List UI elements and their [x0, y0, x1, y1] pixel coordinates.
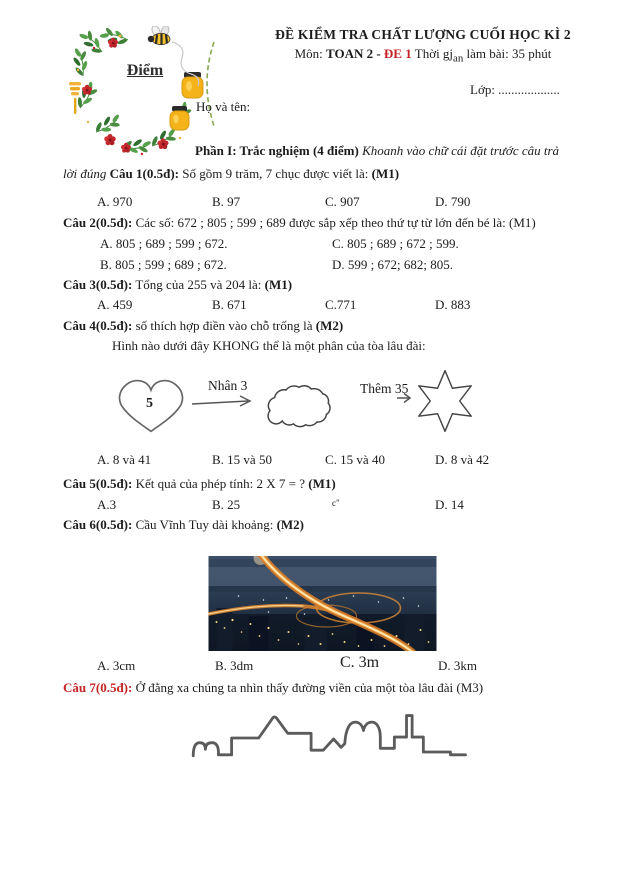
q2-option-b: B. 805 ; 599 ; 689 ; 672.: [100, 257, 227, 272]
subject-prefix: Môn:: [294, 46, 327, 61]
castle-outline-drawing: [182, 700, 472, 776]
q1-option-c: C. 907: [325, 194, 360, 209]
q7-text: Ở đằng xa chúng ta nhìn thấy đường viền của một tòa lâu đài (M3): [132, 680, 484, 695]
exam-subtitle: [248, 46, 598, 65]
q5-option-a: A.3: [97, 497, 117, 512]
q6-option-d: D. 3km: [438, 658, 477, 673]
name-line: Họ và tên:: [196, 99, 251, 114]
q5-option-d: D. 14: [435, 497, 464, 512]
q3-option-c: C.771: [325, 297, 357, 312]
question-4: [63, 318, 343, 334]
q3-option-a: A. 459: [97, 297, 133, 312]
arrow-right-icon: [190, 395, 256, 409]
q5-level: (M1): [308, 476, 336, 491]
q6-label: Câu 6(0.5đ):: [63, 517, 133, 532]
q3-label: Câu 3(0.5đ):: [63, 277, 133, 292]
q1-option-d: D. 790: [435, 194, 471, 209]
star-shape: [412, 368, 478, 434]
honey-jar-icon: [170, 106, 189, 130]
q6-option-b: B. 3dm: [215, 658, 254, 673]
time-sub: an: [453, 52, 464, 65]
class-line: Lớp: ...................: [470, 82, 560, 97]
q1-label: Câu 1(0.5đ):: [109, 166, 180, 181]
q4-level: (M2): [315, 318, 344, 333]
exam-code: ĐE 1: [383, 46, 412, 61]
q4-option-a: A. 8 và 41: [97, 452, 152, 467]
q1-level: (M1): [371, 166, 400, 181]
q1-text: Số gồm 9 trăm, 7 chục được viết là:: [179, 166, 372, 181]
q2-option-d: D. 599 ; 672; 682; 805.: [332, 257, 453, 272]
question-2: [63, 215, 536, 231]
q4-text: số thích hợp điền vào chỗ trống là: [132, 318, 316, 333]
q2-label: Câu 2(0.5đ):: [63, 215, 133, 230]
part1-heading: [195, 143, 559, 159]
part1-heading-bold: Phần I: Trắc nghiệm (4 điểm): [195, 143, 359, 158]
question-7: [63, 680, 483, 696]
time-post: làm bài: 35 phút: [463, 46, 552, 61]
q6-option-c: C. 3m: [340, 654, 380, 671]
q4-option-b: B. 15 và 50: [212, 452, 272, 467]
q3-option-d: D. 883: [435, 297, 471, 312]
q1-option-a: A. 970: [97, 194, 133, 209]
part1-heading-italic-cont: lời đúng: [63, 166, 110, 181]
q4-subtext: Hình nào dưới đây KHONG thể là một phân của tòa lâu đài:: [112, 338, 426, 353]
q1-option-b: B. 97: [212, 194, 241, 209]
heart-value: 5: [146, 396, 153, 411]
q6-option-a: A. 3cm: [97, 658, 136, 673]
q5-option-b: B. 25: [212, 497, 241, 512]
header-block: [248, 27, 598, 65]
subject-course: TOAN 2 -: [326, 46, 384, 61]
q5-label: Câu 5(0.5đ):: [63, 476, 133, 491]
bridge-photo: [208, 556, 437, 651]
exam-title: ĐỀ KIỂM TRA CHẤT LƯỢNG CUỐI HỌC KÌ 2: [275, 27, 571, 42]
q3-option-b: B. 671: [212, 297, 247, 312]
question-3: [63, 277, 292, 293]
q4-arrow1-label: Nhân 3: [208, 378, 248, 393]
q2-option-a: A. 805 ; 689 ; 599 ; 672.: [100, 236, 228, 251]
q3-level: (M1): [264, 277, 293, 292]
q6-text: Cầu Vĩnh Tuy dài khoảng:: [132, 517, 277, 532]
q2-option-c: C. 805 ; 689 ; 672 ; 599.: [332, 236, 459, 251]
q4-arrow2-label: Thêm 35: [360, 381, 409, 396]
q2-text: Các số: 672 ; 805 ; 599 ; 689 được sắp xếp theo thứ tự từ lớn đến bé là:: [132, 215, 509, 230]
q2-level: (M1): [508, 215, 536, 230]
score-label: Điểm: [126, 62, 164, 79]
time-pre: Thời gj: [411, 46, 454, 61]
part1-heading-italic: Khoanh vào chữ cái đặt trước câu trả: [358, 143, 560, 158]
question-5: [63, 476, 336, 492]
cloud-shape: [258, 375, 344, 437]
q3-text: Tổng của 255 và 204 là:: [132, 277, 265, 292]
q5-text: Kết quả của phép tính: 2 X 7 = ?: [132, 476, 309, 491]
q4-label: Câu 4(0.5đ):: [63, 318, 133, 333]
q5-option-c: c": [332, 498, 340, 508]
question-1: [63, 166, 399, 182]
question-6: [63, 517, 304, 533]
q4-option-c: C. 15 và 40: [325, 452, 385, 467]
q6-level: (M2): [276, 517, 304, 532]
bee-icon: [148, 26, 170, 45]
q7-label: Câu 7(0.5đ):: [63, 680, 133, 695]
q4-option-d: D. 8 và 42: [435, 452, 490, 467]
